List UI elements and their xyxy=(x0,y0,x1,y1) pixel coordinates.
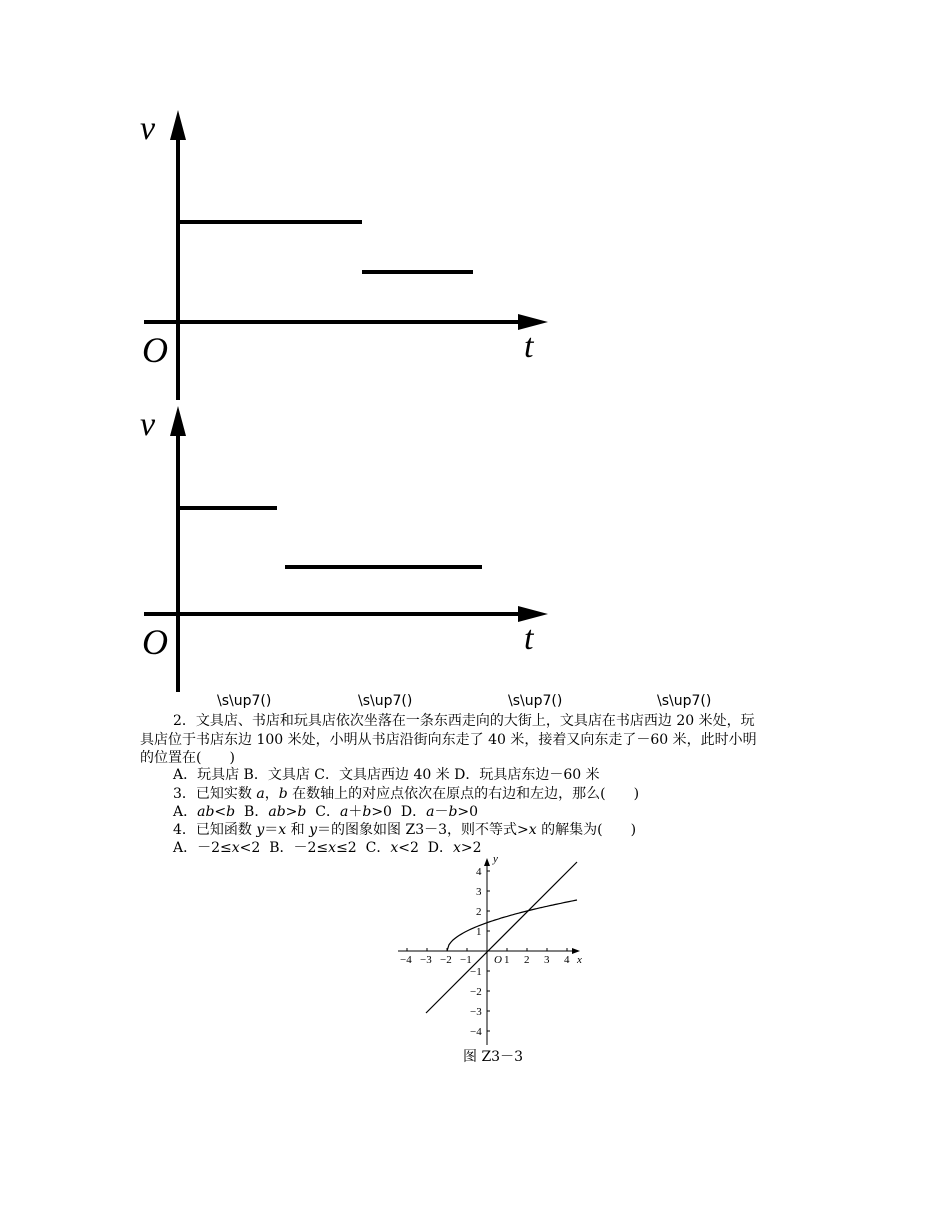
function-graph-figure xyxy=(390,850,590,1050)
placeholder-2: \s\up7() xyxy=(358,693,413,709)
q2-line2: 具店位于书店东边 100 米处，小明从书店沿街向东走了 40 米，接着又向东走了－60 米，此时小明 xyxy=(140,732,757,748)
placeholder-1: \s\up7() xyxy=(217,693,272,709)
fig-tick-label: 4 xyxy=(564,954,570,966)
graph2-y-arrow xyxy=(170,406,186,436)
q2-line1: 2．文具店、书店和玩具店依次坐落在一条东西走向的大街上，文具店在书店西边 20 米处，玩 xyxy=(173,713,755,729)
graph2-t-label: t xyxy=(524,620,534,657)
placeholder-4: \s\up7() xyxy=(657,693,712,709)
graph2-v-label: v xyxy=(140,406,156,443)
fig-tick-label: −1 xyxy=(460,954,472,966)
fig-tick-label: −2 xyxy=(440,954,452,966)
fig-tick-label: −3 xyxy=(470,1006,482,1018)
graph1-x-arrow xyxy=(518,314,548,330)
graph1-t-label: t xyxy=(524,328,534,365)
fig-y-arrow xyxy=(484,858,490,866)
fig-tick-label: 3 xyxy=(476,886,482,898)
graph1-v-label: v xyxy=(140,110,156,147)
fig-tick-label: 1 xyxy=(504,954,510,966)
fig-tick-label: 2 xyxy=(524,954,530,966)
fig-tick-label: −1 xyxy=(470,966,482,978)
fig-tick-label: −4 xyxy=(400,954,412,966)
fig-tick-label: −4 xyxy=(470,1026,482,1038)
placeholder-3: \s\up7() xyxy=(508,693,563,709)
q4-stem: 4．已知函数 y＝x 和 y＝的图象如图 Z3－3，则不等式>x 的解集为( ) xyxy=(173,822,637,838)
q2-line3: 的位置在( ) xyxy=(140,750,235,766)
q4-options: A．－2≤x<2 B．－2≤x≤2 C．x<2 D．x>2 xyxy=(173,840,482,856)
fig-tick-label: 2 xyxy=(476,906,482,918)
fig-line-y-equals-x xyxy=(426,862,577,1013)
graph1-y-arrow xyxy=(170,110,186,140)
fig-curve xyxy=(447,900,577,951)
q3-options: A．ab<b B．ab>b C．a＋b>0 D．a－b>0 xyxy=(173,804,479,820)
figure-caption: 图 Z3－3 xyxy=(463,1049,523,1065)
graph1-origin-label: O xyxy=(142,330,168,370)
fig-x-label: x xyxy=(577,954,582,966)
graph2-x-arrow xyxy=(518,606,548,622)
velocity-time-graph-1 xyxy=(130,100,560,405)
fig-origin-label: O xyxy=(494,954,502,966)
fig-tick-label: 3 xyxy=(544,954,550,966)
fig-tick-label: −3 xyxy=(420,954,432,966)
fig-y-label: y xyxy=(493,853,498,865)
q2-options: A．玩具店 B．文具店 C．文具店西边 40 米 D．玩具店东边－60 米 xyxy=(173,767,600,783)
velocity-time-graph-2 xyxy=(130,400,560,695)
fig-tick-label: −2 xyxy=(470,986,482,998)
q3-stem: 3．已知实数 a，b 在数轴上的对应点依次在原点的右边和左边，那么( ) xyxy=(173,786,640,802)
fig-tick-label: 4 xyxy=(476,866,482,878)
fig-tick-label: 1 xyxy=(476,926,482,938)
graph2-origin-label: O xyxy=(142,622,168,662)
